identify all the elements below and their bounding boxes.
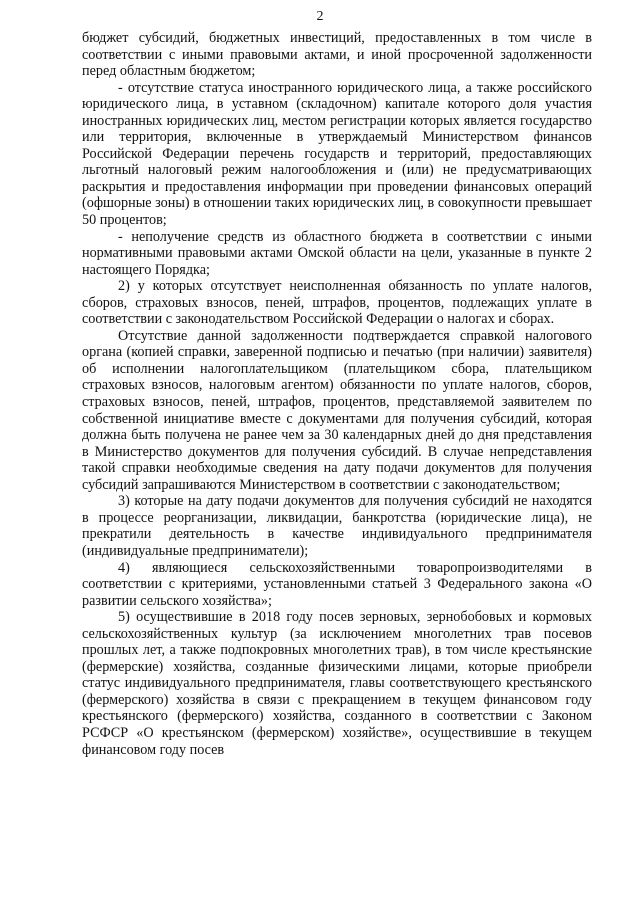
paragraph-8: 5) осуществившие в 2018 году посев зерновых, зернобобовых и кормовых сельскохозяйственных культур (за исключением многолетних трав посевов прошлых лет, а также подпокровных многолетних трав), в том числе крестьянские (фермерские) хозяйства, созданные физическими лицами, которые приобрели статус индивидуального предпринимателя, главы соответствующего крестьянского (фермерского) хозяйства в связи с прекращением в текущем финансовом году крестьянского (фермерского) хозяйства, созданного в соответствии с Законом РСФСР «О крестьянском (фермерском) хозяйстве», осуществившие в текущем финансовом году посев <box>82 609 592 758</box>
paragraph-6: 3) которые на дату подачи документов для получения субсидий не находятся в процессе реорганизации, ликвидации, банкротства (юридические лица), не прекратили деятельность в качестве индивидуального предпринимателя (индивидуальные предприниматели); <box>82 493 592 559</box>
paragraph-5: Отсутствие данной задолженности подтверждается справкой налогового органа (копией справки, заверенной подписью и печатью (при наличии) заявителя) об исполнении налогоплательщиком (плательщиком сбора, плательщиком страховых взносов, налоговым агентом) обязанности по уплате налогов, сборов, страховых взносов, пеней, штрафов, процентов, представляемой заявителем по собственной инициативе вместе с документами для получения субсидий, которая должна быть получена не ранее чем за 30 календарных дней до дня представления в Министерство документов для получения субсидий. В случае непредставления такой справки необходимые сведения на дату подачи документов для получения субсидий запрашиваются Министерством в соответствии с законодательством; <box>82 327 592 493</box>
page-number: 2 <box>316 9 324 24</box>
paragraph-4: 2) у которых отсутствует неисполненная обязанность по уплате налогов, сборов, страховых взносов, пеней, штрафов, процентов, подлежащих уплате в соответствии с законодательством Российской Федерации о налогах и сборах. <box>82 278 592 328</box>
document-body <box>82 30 592 758</box>
paragraph-3: - неполучение средств из областного бюджета в соответствии с иными нормативными правовыми актами Омской области на цели, указанные в пункте 2 настоящего Порядка; <box>82 228 592 278</box>
paragraph-2: - отсутствие статуса иностранного юридического лица, а также российского юридического лица, в уставном (складочном) капитале которого доля участия иностранных юридических лиц, местом регистрации которых является государство или территория, включенные в утверждаемый Министерством финансов Российской Федерации перечень государств и территорий, предоставляющих льготный налоговый режим налогообложения и (или) не предусматривающих раскрытия и предоставления информации при проведении финансовых операций (офшорные зоны) в отношении таких юридических лиц, в совокупности превышает 50 процентов; <box>82 79 592 229</box>
paragraph-1: бюджет субсидий, бюджетных инвестиций, предоставленных в том числе в соответствии с иными правовыми актами, и иной просроченной задолженности перед областным бюджетом; <box>82 30 592 80</box>
paragraph-7: 4) являющиеся сельскохозяйственными товаропроизводителями в соответствии с критериями, установленными статьей 3 Федерального закона «О развитии сельского хозяйства»; <box>82 559 592 609</box>
